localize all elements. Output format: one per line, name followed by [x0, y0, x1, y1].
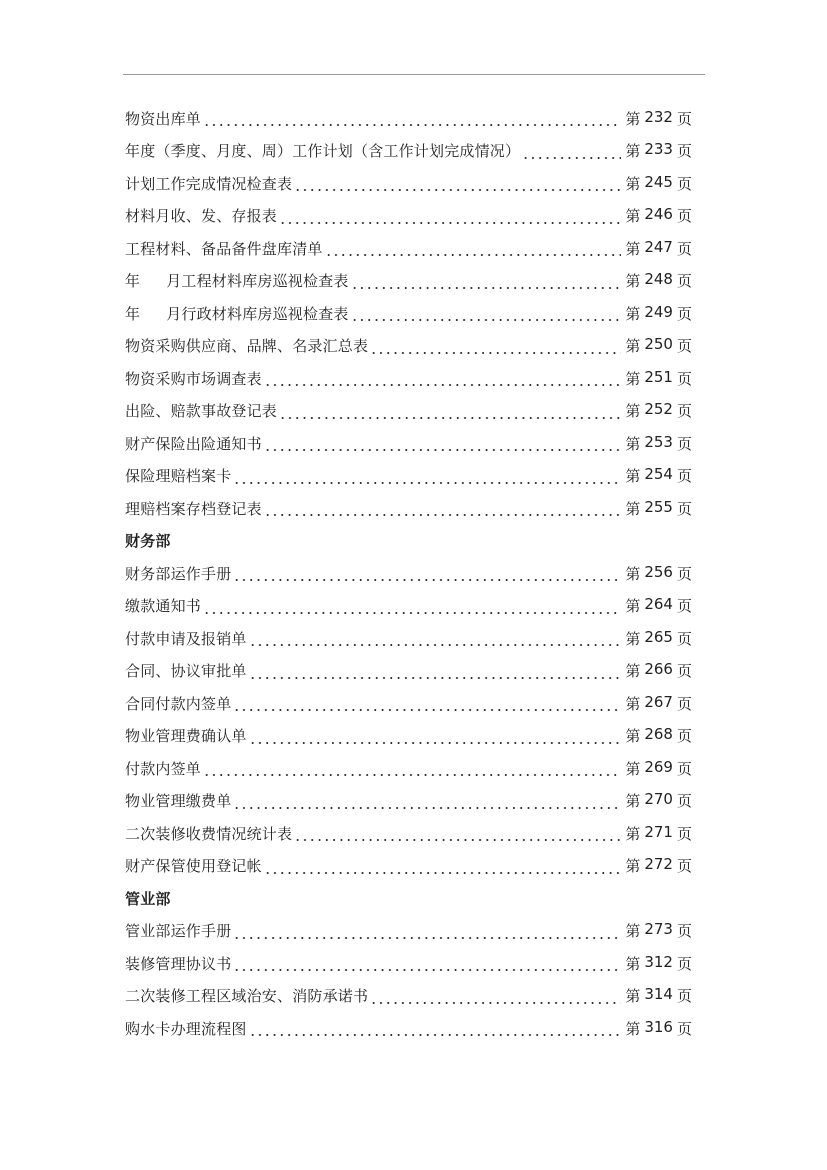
toc-entry[interactable] — [125, 947, 692, 980]
page-suffix: 页 — [676, 564, 692, 583]
toc-entry[interactable] — [125, 102, 692, 135]
toc-entry[interactable] — [125, 395, 692, 428]
page-reference — [625, 140, 692, 161]
page-number: 245 — [644, 172, 673, 191]
page-number: 255 — [644, 497, 673, 516]
page-suffix: 页 — [676, 987, 692, 1006]
toc-entry[interactable] — [125, 915, 692, 948]
page-reference — [625, 173, 692, 194]
page-suffix: 页 — [676, 207, 692, 226]
dot-leader — [279, 402, 621, 420]
page-suffix: 页 — [676, 499, 692, 518]
entry-title-rest: 月工程材料库房巡视检查表 — [166, 272, 349, 291]
page-prefix: 第 — [625, 759, 641, 778]
page-reference — [625, 693, 692, 714]
toc-entry[interactable] — [125, 655, 692, 688]
header-rule — [123, 74, 705, 75]
page-number: 249 — [644, 302, 673, 321]
page-reference — [625, 400, 692, 421]
dot-leader — [233, 564, 621, 582]
dot-leader — [233, 792, 621, 810]
entry-title: 物资采购市场调查表 — [125, 369, 262, 388]
page-number: 254 — [644, 465, 673, 484]
page-prefix: 第 — [625, 369, 641, 388]
entry-title: 物资出库单 — [125, 109, 202, 128]
entry-title: 二次装修工程区域治安、消防承诺书 — [125, 987, 369, 1006]
page-prefix: 第 — [625, 239, 641, 258]
entry-title: 付款内签单 — [125, 759, 202, 778]
page-reference — [625, 1018, 692, 1039]
page-suffix: 页 — [676, 304, 692, 323]
table-of-contents — [125, 102, 692, 1045]
page-number: 269 — [644, 757, 673, 776]
entry-title: 物资采购供应商、品牌、名录汇总表 — [125, 337, 369, 356]
page-number: 251 — [644, 367, 673, 386]
dot-leader — [249, 727, 622, 745]
toc-entry[interactable] — [125, 622, 692, 655]
page-prefix: 第 — [625, 402, 641, 421]
entry-title: 物业管理费确认单 — [125, 727, 247, 746]
page-reference — [625, 920, 692, 941]
page-reference — [625, 498, 692, 519]
page-number: 270 — [644, 790, 673, 809]
page-prefix: 第 — [625, 792, 641, 811]
page-prefix: 第 — [625, 272, 641, 291]
toc-entry[interactable] — [125, 1012, 692, 1045]
toc-entry[interactable] — [125, 427, 692, 460]
toc-entry[interactable] — [125, 460, 692, 493]
page-reference — [625, 270, 692, 291]
page-prefix: 第 — [625, 499, 641, 518]
entry-title — [125, 270, 349, 291]
page-prefix: 第 — [625, 174, 641, 193]
page-reference — [625, 628, 692, 649]
page-suffix: 页 — [676, 857, 692, 876]
toc-entry[interactable] — [125, 720, 692, 753]
dot-leader — [264, 369, 622, 387]
dot-leader — [233, 954, 621, 972]
toc-entry[interactable] — [125, 752, 692, 785]
entry-title — [125, 303, 349, 324]
dot-leader — [325, 239, 622, 257]
page-reference — [625, 660, 692, 681]
page-number: 272 — [644, 855, 673, 874]
page-prefix: 第 — [625, 304, 641, 323]
page-number: 248 — [644, 270, 673, 289]
page-prefix: 第 — [625, 694, 641, 713]
dot-leader — [522, 142, 621, 160]
page-suffix: 页 — [676, 434, 692, 453]
page-prefix: 第 — [625, 597, 641, 616]
page-reference — [625, 335, 692, 356]
toc-section-heading — [125, 525, 692, 558]
page-suffix: 页 — [676, 727, 692, 746]
toc-entry[interactable] — [125, 232, 692, 265]
page-reference — [625, 790, 692, 811]
page-number: 253 — [644, 432, 673, 451]
entry-title-rest: 月行政材料库房巡视检查表 — [166, 304, 349, 323]
page-number: 247 — [644, 237, 673, 256]
dot-leader — [370, 987, 621, 1005]
page-prefix: 第 — [625, 1019, 641, 1038]
page-prefix: 第 — [625, 857, 641, 876]
toc-entry[interactable] — [125, 850, 692, 883]
page-reference — [625, 563, 692, 584]
page-suffix: 页 — [676, 337, 692, 356]
dot-leader — [351, 272, 622, 290]
page-suffix: 页 — [676, 629, 692, 648]
page-suffix: 页 — [676, 954, 692, 973]
toc-entry[interactable] — [125, 167, 692, 200]
section-title: 财务部 — [125, 532, 171, 551]
toc-entry[interactable] — [125, 200, 692, 233]
page-reference — [625, 953, 692, 974]
page-prefix: 第 — [625, 954, 641, 973]
entry-title: 合同付款内签单 — [125, 694, 232, 713]
entry-title: 装修管理协议书 — [125, 954, 232, 973]
page-suffix: 页 — [676, 174, 692, 193]
entry-title: 年度（季度、月度、周）工作计划（含工作计划完成情况） — [125, 142, 521, 161]
page-suffix: 页 — [676, 922, 692, 941]
page-suffix: 页 — [676, 142, 692, 161]
page-prefix: 第 — [625, 824, 641, 843]
dot-leader — [203, 759, 621, 777]
dot-leader — [249, 1019, 622, 1037]
toc-entry[interactable] — [125, 492, 692, 525]
page-suffix: 页 — [676, 597, 692, 616]
toc-entry[interactable] — [125, 980, 692, 1013]
toc-entry[interactable] — [125, 265, 692, 298]
entry-title: 财务部运作手册 — [125, 564, 232, 583]
page-reference — [625, 758, 692, 779]
page-prefix: 第 — [625, 434, 641, 453]
toc-entry[interactable] — [125, 817, 692, 850]
entry-title: 工程材料、备品备件盘库清单 — [125, 239, 323, 258]
page-reference — [625, 855, 692, 876]
page-reference — [625, 433, 692, 454]
toc-entry[interactable] — [125, 590, 692, 623]
page-number: 256 — [644, 562, 673, 581]
page-number: 246 — [644, 205, 673, 224]
dot-leader — [279, 207, 621, 225]
entry-title: 购水卡办理流程图 — [125, 1019, 247, 1038]
page-suffix: 页 — [676, 759, 692, 778]
toc-entry[interactable] — [125, 362, 692, 395]
dot-leader — [249, 662, 622, 680]
dot-leader — [233, 694, 621, 712]
entry-title: 保险理赔档案卡 — [125, 467, 232, 486]
page-suffix: 页 — [676, 109, 692, 128]
dot-leader — [370, 337, 621, 355]
page-reference — [625, 303, 692, 324]
entry-title: 管业部运作手册 — [125, 922, 232, 941]
page-number: 314 — [644, 985, 673, 1004]
page-prefix: 第 — [625, 727, 641, 746]
page-prefix: 第 — [625, 629, 641, 648]
toc-entry[interactable] — [125, 135, 692, 168]
page-suffix: 页 — [676, 1019, 692, 1038]
toc-entry[interactable] — [125, 557, 692, 590]
page-suffix: 页 — [676, 239, 692, 258]
page-suffix: 页 — [676, 402, 692, 421]
toc-entry[interactable] — [125, 785, 692, 818]
dot-leader — [264, 434, 622, 452]
page-number: 268 — [644, 725, 673, 744]
entry-title-prefix: 年 — [125, 272, 141, 291]
page-number: 266 — [644, 660, 673, 679]
section-title: 管业部 — [125, 889, 171, 908]
dot-leader — [351, 304, 622, 322]
dot-leader — [233, 467, 621, 485]
entry-title-prefix: 年 — [125, 304, 141, 323]
dot-leader — [249, 629, 622, 647]
entry-title: 缴款通知书 — [125, 597, 202, 616]
page-prefix: 第 — [625, 987, 641, 1006]
page-number: 265 — [644, 627, 673, 646]
page-prefix: 第 — [625, 207, 641, 226]
dot-leader — [294, 174, 621, 192]
page-prefix: 第 — [625, 142, 641, 161]
page-reference — [625, 823, 692, 844]
page-reference — [625, 108, 692, 129]
page-prefix: 第 — [625, 109, 641, 128]
page-prefix: 第 — [625, 662, 641, 681]
page-number: 312 — [644, 952, 673, 971]
dot-leader — [294, 824, 621, 842]
entry-title: 付款申请及报销单 — [125, 629, 247, 648]
toc-entry[interactable] — [125, 297, 692, 330]
entry-title: 合同、协议审批单 — [125, 662, 247, 681]
page-prefix: 第 — [625, 337, 641, 356]
entry-title: 计划工作完成情况检查表 — [125, 174, 293, 193]
dot-leader — [264, 499, 622, 517]
page-number: 233 — [644, 140, 673, 159]
page-suffix: 页 — [676, 694, 692, 713]
dot-leader — [264, 857, 622, 875]
page-suffix: 页 — [676, 272, 692, 291]
page-number: 273 — [644, 920, 673, 939]
dot-leader — [233, 922, 621, 940]
toc-section-heading — [125, 882, 692, 915]
page-suffix: 页 — [676, 369, 692, 388]
page-suffix: 页 — [676, 824, 692, 843]
dot-leader — [203, 597, 621, 615]
entry-title: 二次装修收费情况统计表 — [125, 824, 293, 843]
page-prefix: 第 — [625, 922, 641, 941]
entry-title: 材料月收、发、存报表 — [125, 207, 278, 226]
page-reference — [625, 985, 692, 1006]
page-number: 271 — [644, 822, 673, 841]
page-suffix: 页 — [676, 467, 692, 486]
page-number: 267 — [644, 692, 673, 711]
page-reference — [625, 725, 692, 746]
entry-title: 出险、赔款事故登记表 — [125, 402, 278, 421]
toc-entry[interactable] — [125, 687, 692, 720]
page-reference — [625, 205, 692, 226]
page-reference — [625, 465, 692, 486]
page-prefix: 第 — [625, 564, 641, 583]
dot-leader — [203, 109, 621, 127]
entry-title: 理赔档案存档登记表 — [125, 499, 262, 518]
page-suffix: 页 — [676, 662, 692, 681]
toc-entry[interactable] — [125, 330, 692, 363]
page-number: 250 — [644, 335, 673, 354]
page-reference — [625, 595, 692, 616]
page-number: 264 — [644, 595, 673, 614]
page-reference — [625, 238, 692, 259]
page-prefix: 第 — [625, 467, 641, 486]
page-reference — [625, 368, 692, 389]
entry-title: 财产保险出险通知书 — [125, 434, 262, 453]
page-number: 316 — [644, 1017, 673, 1036]
page-number: 252 — [644, 400, 673, 419]
entry-title: 物业管理缴费单 — [125, 792, 232, 811]
page-number: 232 — [644, 107, 673, 126]
entry-title: 财产保管使用登记帐 — [125, 857, 262, 876]
page-suffix: 页 — [676, 792, 692, 811]
